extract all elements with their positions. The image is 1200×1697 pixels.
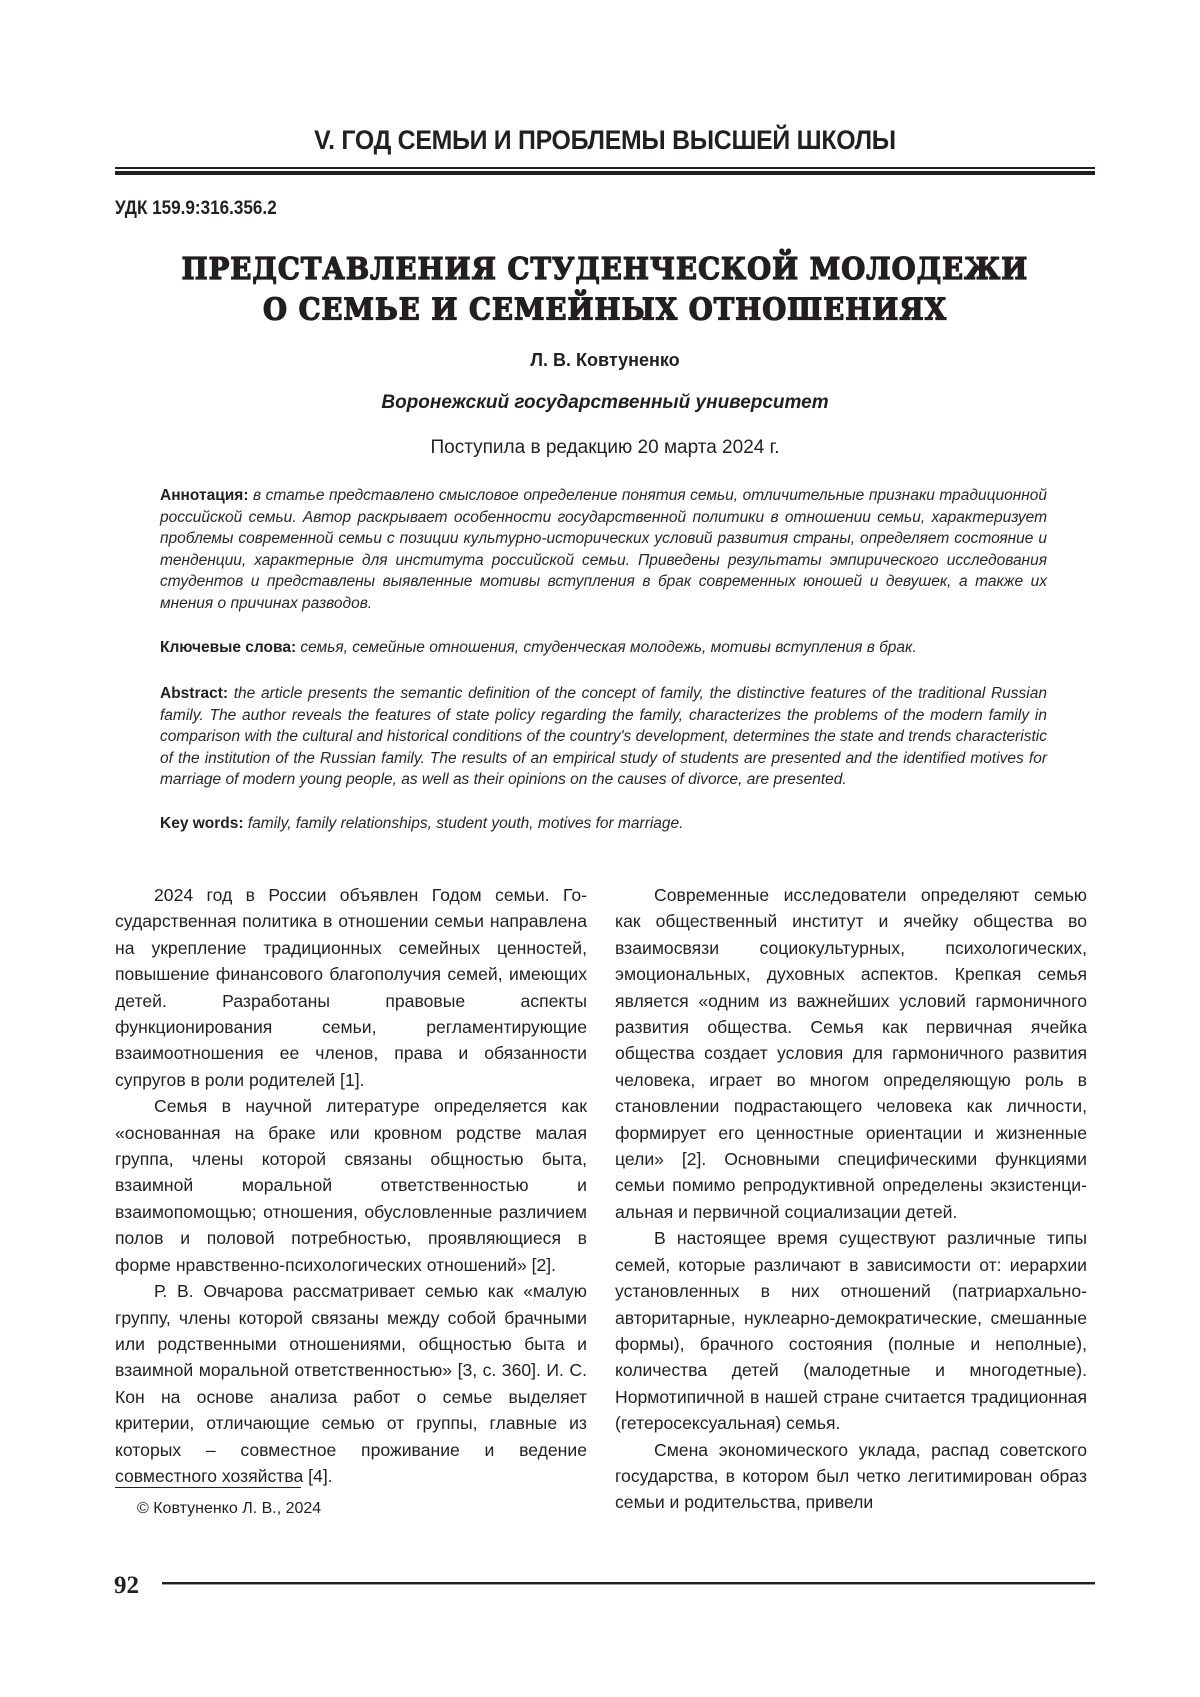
body-paragraph: Смена экономического уклада, распад советского государства, в котором был четко легитимирован образ семьи и родительства, привели bbox=[615, 1439, 1087, 1513]
body-paragraph: Современные исследователи определяют семью как общественный институт и ячейку общества во взаимосвязи социокультурных, психологических, эмоциональных, духовных аспектов. Крепкая семья является «одним из важнейших условий гармоничного развития общества. Семья как первичная ячейка общества создает условия для гармоничного развития человека, играет во многом определяющую роль в становлении подрастающего человека как личности, формирует его ценностные ориентации и жизненные цели» [2]. Основными специфическими функциями семьи помимо репродуктивной определены экзистенциальная и первичной социализации детей. bbox=[615, 885, 1087, 1222]
article-title bbox=[105, 250, 1105, 331]
abstract-ru bbox=[160, 485, 1047, 614]
udk-code: УДК 159.9:316.356.2 bbox=[115, 198, 277, 219]
header-rule-thick bbox=[115, 171, 1095, 175]
body-column-left bbox=[115, 882, 587, 1489]
abstract-ru-text: в статье представлено смысловое определение понятия семьи, отличительные признаки традиционной российской семьи. Автор раскрывает особенности государственной политики в отношении семьи, характеризует проблемы современной семьи с позиции культурно-исторических условий развития страны, определяет состояние и тенденции, характерные для института российской семьи. Приведены результаты эмпирического исследования студентов и представлены выявленные мотивы вступления в брак современных юношей и девушек, а также их мнения о причинах разводов. bbox=[160, 487, 1047, 612]
header-rule-thin bbox=[115, 167, 1095, 169]
abstract-en-label: Abstract: bbox=[160, 685, 229, 702]
body-paragraph: В настоящее время существуют различные типы семей, которые различают в зависимости от: иерархии установленных в них отношений (патриархально-авторитарные, нуклеарно-демократические, смешанные формы), брачного состояния (полные и неполные), количества детей (малодетные и многодетные). Нормотипичной в нашей стране считается традиционная (гетеросексуальная) семья. bbox=[615, 1228, 1087, 1434]
article-title-line-2: О СЕМЬЕ И СЕМЕЙНЫХ ОТНОШЕНИЯХ bbox=[262, 292, 948, 328]
copyright-note: © Ковтуненко Л. В., 2024 bbox=[137, 1500, 322, 1517]
received-date: Поступила в редакцию 20 марта 2024 г. bbox=[430, 437, 780, 458]
keywords-en bbox=[160, 813, 1047, 835]
keywords-ru bbox=[160, 637, 1047, 659]
body-paragraph: Р. В. Овчарова рассматривает семью как «малую группу, члены которой связаны между собой брачными или родственными отношениями, общностью быта и взаимной моральной ответственностью» [3, с. 360]. И. С. Кон на основе анализа работ о семье выделяет критерии, отличающие семью от группы, главные из которых – совместное проживание и ведение совместного хозяйства [4]. bbox=[115, 1281, 587, 1486]
section-header: V. ГОД СЕМЬИ И ПРОБЛЕМЫ ВЫСШЕЙ ШКОЛЫ bbox=[314, 125, 896, 155]
abstract-en-text: the article presents the semantic definition of the concept of family, the distinctive features of the traditional Russian family. The author reveals the features of state policy regarding the family, characterizes the problems of the modern family in comparison with the cultural and historical conditions of the country's development, determines the state and trends characteristic of the institution of the Russian family. The results of an empirical study of students are presented and the identified motives for marriage of modern young people, as well as their opinions on the causes of divorce, are presented. bbox=[160, 685, 1047, 788]
body-paragraph: 2024 год в России объявлен Годом семьи. Государственная политика в отношении семьи направлена на укрепление традиционных семейных ценностей, повышение финансового благополучия семей, имеющих детей. Разработаны правовые аспекты функционирования семьи, регламентирующие взаимоотношения ее членов, права и обязанности супругов в роли родителей [1]. bbox=[115, 885, 587, 1090]
author-name: Л. В. Ковтуненко bbox=[530, 350, 680, 370]
body-column-right bbox=[615, 882, 1087, 1516]
footnote-rule bbox=[115, 1487, 301, 1488]
author-affiliation: Воронежский государственный университет bbox=[381, 392, 829, 413]
keywords-en-label: Key words: bbox=[160, 815, 244, 832]
keywords-ru-label: Ключевые слова: bbox=[160, 639, 297, 656]
article-title-line-1: ПРЕДСТАВЛЕНИЯ СТУДЕНЧЕСКОЙ МОЛОДЕЖИ bbox=[181, 252, 1029, 287]
footer-rule bbox=[162, 1582, 1095, 1584]
keywords-ru-text: семья, семейные отношения, студенческая молодежь, мотивы вступления в брак. bbox=[300, 639, 917, 656]
body-paragraph: Семья в научной литературе определяется как «основанная на браке или кровном родстве малая группа, члены которой связаны общностью быта, взаимной моральной ответственностью и взаимопомощью; отношения, обусловленные различием полов и половой потребностью, проявляющиеся в форме нравственно-психологических отношений» [2]. bbox=[115, 1096, 587, 1275]
page-number: 92 bbox=[114, 1572, 139, 1599]
keywords-en-text: family, family relationships, student youth, motives for marriage. bbox=[247, 815, 684, 832]
abstract-en bbox=[160, 683, 1047, 791]
abstract-ru-label: Аннотация: bbox=[160, 487, 249, 504]
